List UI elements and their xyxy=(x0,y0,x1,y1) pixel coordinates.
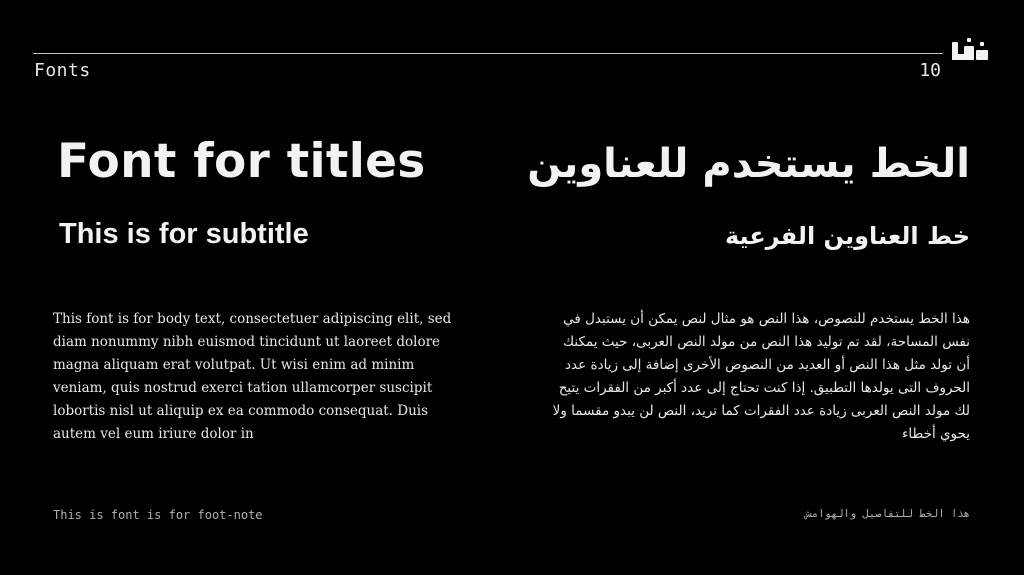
section-label: Fonts xyxy=(34,60,91,81)
title-english: Font for titles xyxy=(57,134,426,189)
page-number: 10 xyxy=(919,60,941,81)
title-arabic: الخط يستخدم للعناوين xyxy=(527,141,970,187)
subtitle-arabic: خط العناوين الفرعية xyxy=(724,222,970,250)
footnote-english: This is font is for foot-note xyxy=(53,508,263,522)
body-text-arabic: هذا الخط يستخدم للنصوص، هذا النص هو مثال لنص يمكن أن يستبدل في نفس المساحة، لقد تم توليد هذا النص من مولد النص العربى، حيث يمكنك أن تولد مثل هذا النص أو العديد من النصوص الأخرى إضافة إلى زيادة عدد الحروف التى يولدها التطبيق. إذا كنت تحتاج إلى عدد أكبر من الفقرات يتيح لك مولد النص العربى زيادة عدد الفقرات كما تريد، النص لن يبدو مقسما ولا يحوي أخطاء xyxy=(552,311,970,442)
brand-logo xyxy=(950,34,990,64)
subtitle-english: This is for subtitle xyxy=(59,218,309,250)
footnote-arabic: هذا الخط للتفاصيل والهوامش xyxy=(805,508,970,520)
header-divider xyxy=(33,53,943,54)
body-text-english: This font is for body text, consectetuer adipiscing elit, sed diam nonummy nibh euismod tincidunt ut laoreet dolore magna aliquam erat volutpat. Ut wisi enim ad minim veniam, quis nostrud exerci tation ullamcorper suscipit lobortis nisl ut aliquip ex ea commodo consequat. Duis autem vel eum iriure dolor in xyxy=(53,311,452,442)
